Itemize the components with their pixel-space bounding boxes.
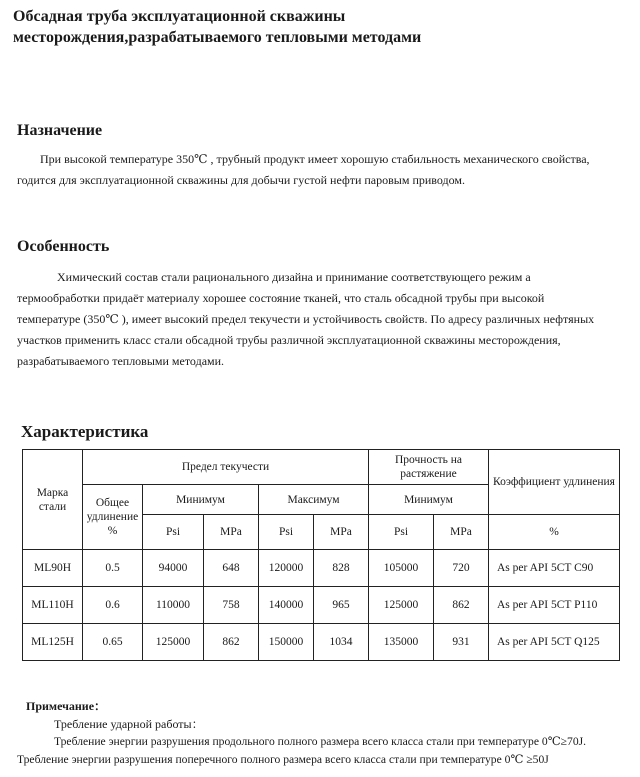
feature-line-3: температуре (350℃ ), имеет высокий предел текучести и устойчивость свойств. По адресу различных нефтяных: [17, 312, 595, 326]
elongation-cell: 0.5: [83, 550, 143, 587]
yield-min-psi-cell: 110000: [143, 587, 204, 624]
coefficient-cell: As per API 5CT Q125: [489, 624, 620, 661]
unit-mpa: MPa: [434, 515, 489, 550]
feature-heading: Особенность: [17, 238, 110, 255]
yield-min-mpa-cell: 862: [204, 624, 259, 661]
yield-max-psi-cell: 140000: [259, 587, 314, 624]
notes-line-2: Требление энергии разрушения продольного полного размера всего класса стали при температуре 0℃≥70J.: [54, 735, 587, 748]
tensile-mpa-cell: 862: [434, 587, 489, 624]
table-header-row-1: [23, 450, 620, 485]
unit-percent: %: [489, 515, 620, 550]
yield-max-mpa-cell: 828: [314, 550, 369, 587]
table-row: [23, 624, 620, 661]
tensile-mpa-cell: 931: [434, 624, 489, 661]
purpose-line-2: годится для эксплуатационной скважины для добычи густой нефти паровым приводом.: [17, 173, 466, 187]
feature-line-2: термообработки придаёт материалу хорошее состояние тканей, что сталь обсадной трубы при высокой: [17, 291, 545, 305]
document-title: [13, 6, 613, 48]
coefficient-cell: As per API 5CT C90: [489, 550, 620, 587]
purpose-heading: Назначение: [17, 122, 103, 139]
yield-min-header: Минимум: [143, 485, 259, 515]
yield-min-psi-cell: 125000: [143, 624, 204, 661]
unit-psi: Psi: [369, 515, 434, 550]
feature-paragraph: [17, 267, 617, 372]
unit-mpa: MPa: [314, 515, 369, 550]
characteristics-heading: Характеристика: [21, 422, 149, 441]
purpose-paragraph: [17, 149, 617, 191]
characteristics-table: [22, 449, 620, 661]
yield-max-psi-cell: 150000: [259, 624, 314, 661]
feature-line-4: участков применить класс стали обсадной трубы различной эксплуатационной скважины месторождения,: [17, 333, 561, 347]
feature-line-5: разрабатываемого тепловыми методами.: [17, 354, 225, 368]
purpose-line-1: При высокой температуре 350℃ , трубный продукт имеет хорошую стабильность механического свойства,: [40, 152, 590, 166]
yield-max-mpa-cell: 1034: [314, 624, 369, 661]
unit-psi: Psi: [143, 515, 204, 550]
tensile-psi-cell: 125000: [369, 587, 434, 624]
title-line-2: месторождения,разрабатываемого тепловыми методами: [13, 29, 422, 46]
table-row: [23, 587, 620, 624]
elongation-cell: 0.6: [83, 587, 143, 624]
feature-line-1: Химический состав стали рационального дизайна и принимание соответствующего режим а: [57, 270, 531, 284]
elongation-coef-header: Коэффициент удлинения: [489, 450, 620, 515]
grade-cell: ML110H: [23, 587, 83, 624]
yield-header: Предел текучести: [83, 450, 369, 485]
tensile-min-header: Минимум: [369, 485, 489, 515]
yield-min-psi-cell: 94000: [143, 550, 204, 587]
yield-max-psi-cell: 120000: [259, 550, 314, 587]
unit-psi: Psi: [259, 515, 314, 550]
yield-min-mpa-cell: 648: [204, 550, 259, 587]
elongation-cell: 0.65: [83, 624, 143, 661]
coefficient-cell: As per API 5CT P110: [489, 587, 620, 624]
notes-line-3: Требление энергии разрушения поперечного полного размера всего класса стали при температуре 0℃ ≥50J: [17, 753, 549, 766]
notes-heading: Примечание：: [26, 699, 107, 713]
notes-line-1: Требление ударной работы：: [54, 717, 204, 731]
total-elongation-header: Общее удлинение %: [83, 485, 143, 550]
table-row: [23, 550, 620, 587]
title-line-1: Обсадная труба эксплуатационной скважины: [13, 8, 346, 25]
yield-min-mpa-cell: 758: [204, 587, 259, 624]
tensile-psi-cell: 135000: [369, 624, 434, 661]
yield-max-mpa-cell: 965: [314, 587, 369, 624]
yield-max-header: Максимум: [259, 485, 369, 515]
unit-mpa: MPa: [204, 515, 259, 550]
tensile-mpa-cell: 720: [434, 550, 489, 587]
grade-header: Марка стали: [23, 450, 83, 550]
tensile-header: Прочность на растяжение: [369, 450, 489, 485]
grade-cell: ML125H: [23, 624, 83, 661]
grade-cell: ML90H: [23, 550, 83, 587]
tensile-psi-cell: 105000: [369, 550, 434, 587]
